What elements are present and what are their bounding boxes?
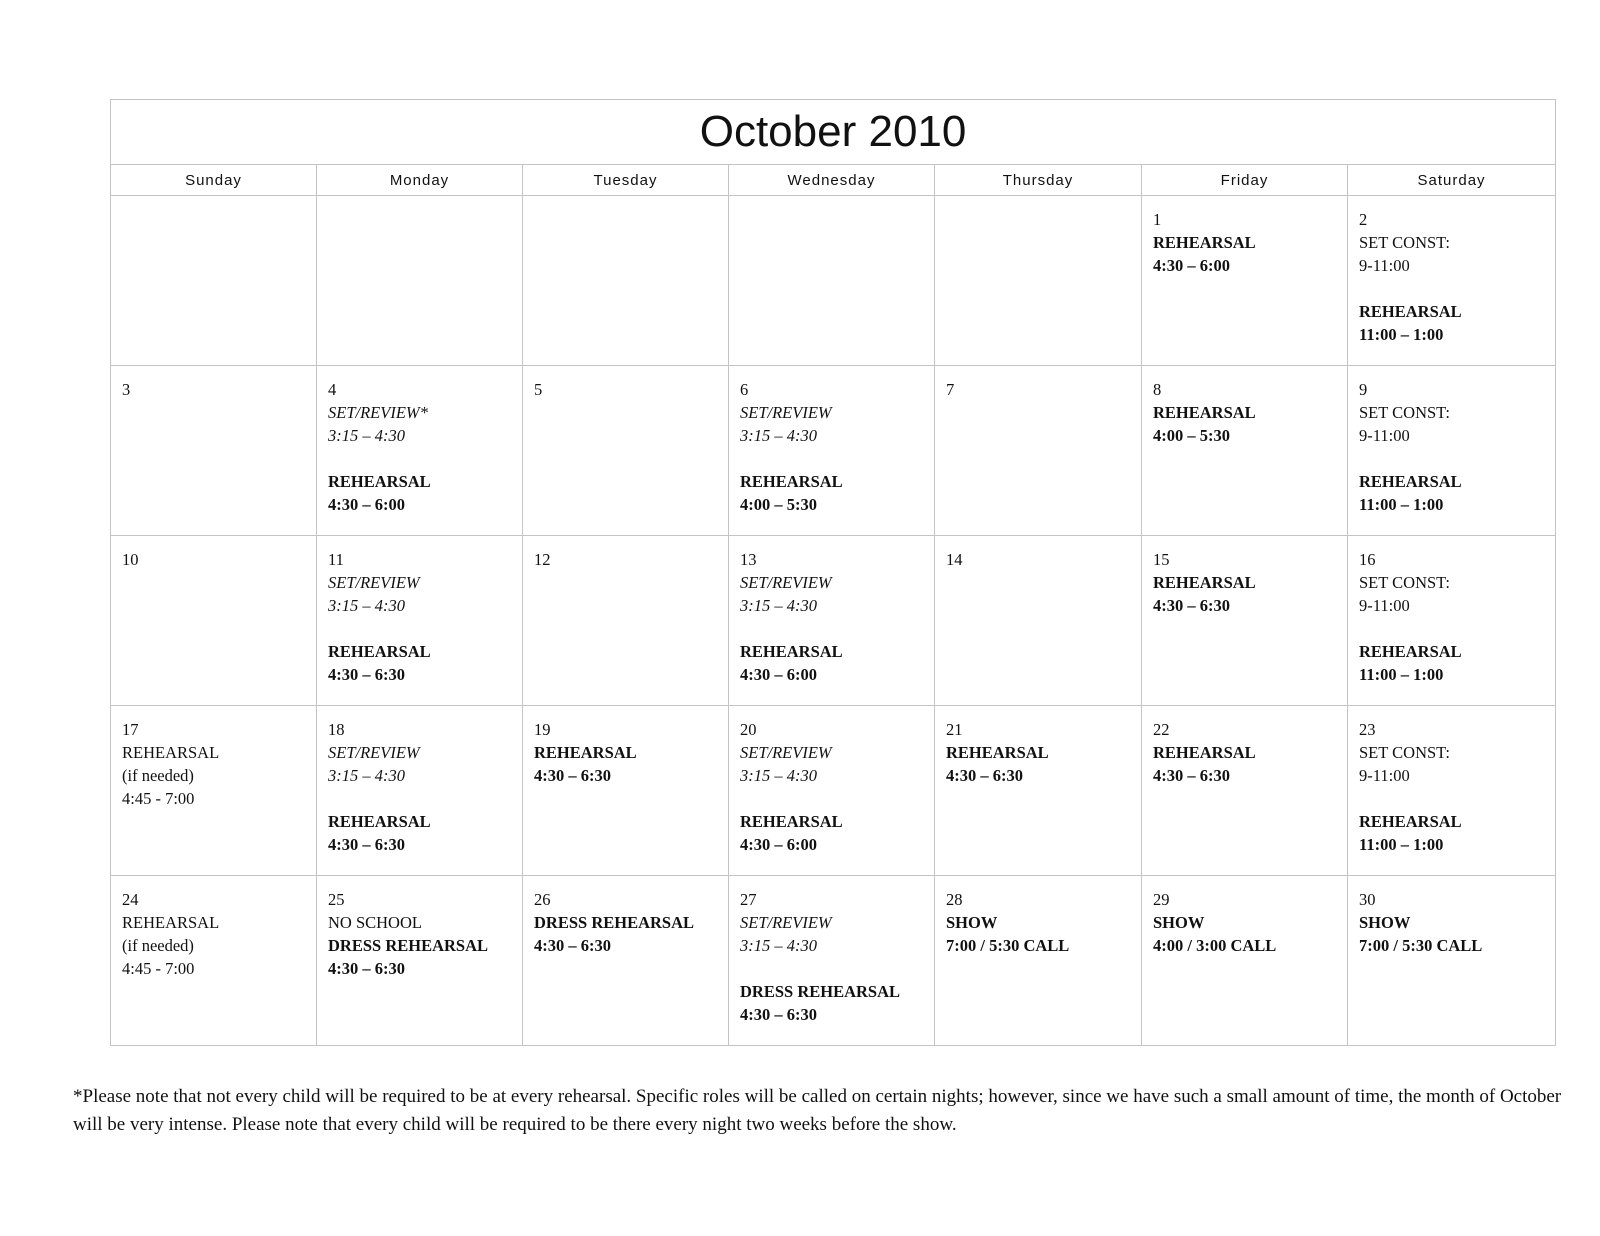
event-line: SHOW bbox=[1359, 913, 1411, 932]
event-line: REHEARSAL bbox=[122, 743, 220, 762]
spacer bbox=[740, 957, 924, 980]
weekday-header-friday: Friday bbox=[1142, 165, 1348, 196]
event-line: 9-11:00 bbox=[1359, 596, 1410, 615]
event-line: SET CONST: bbox=[1359, 403, 1451, 422]
day-cell bbox=[729, 366, 935, 536]
event-line: 4:30 – 6:30 bbox=[328, 835, 405, 854]
event-line: REHEARSAL bbox=[1153, 573, 1256, 592]
event-line: REHEARSAL bbox=[1153, 233, 1256, 252]
event-line: 4:30 – 6:30 bbox=[328, 959, 405, 978]
day-cell bbox=[317, 196, 523, 366]
event-line: REHEARSAL bbox=[534, 743, 637, 762]
event-line: 3:15 – 4:30 bbox=[328, 596, 405, 615]
day-cell bbox=[1142, 366, 1348, 536]
event-line: SET/REVIEW bbox=[740, 573, 832, 592]
calendar-body bbox=[111, 196, 1556, 1046]
day-cell bbox=[111, 536, 317, 706]
event-line: 3:15 – 4:30 bbox=[740, 936, 817, 955]
event-line: SET/REVIEW bbox=[328, 573, 420, 592]
day-number: 16 bbox=[1359, 550, 1376, 569]
day-number: 26 bbox=[534, 890, 551, 909]
event-line: NO SCHOOL bbox=[328, 913, 422, 932]
event-line: REHEARSAL bbox=[1153, 403, 1256, 422]
day-cell bbox=[1348, 196, 1556, 366]
day-number: 17 bbox=[122, 720, 139, 739]
spacer bbox=[1359, 617, 1545, 640]
weekday-header-wednesday: Wednesday bbox=[729, 165, 935, 196]
event-line: REHEARSAL bbox=[1359, 812, 1462, 831]
day-number: 15 bbox=[1153, 550, 1170, 569]
day-number: 7 bbox=[946, 380, 955, 399]
day-cell bbox=[935, 706, 1142, 876]
event-line: DRESS REHEARSAL bbox=[740, 982, 901, 1001]
event-line: REHEARSAL bbox=[328, 472, 431, 491]
day-number: 11 bbox=[328, 550, 344, 569]
day-cell bbox=[317, 706, 523, 876]
footnote: *Please note that not every child will be required to be at every rehearsal. Specific roles will be called on certain nights; however, since we have such a small amount of time, the month of October will be very intense. Please note that every child will be required to be there every night two weeks before the show. bbox=[73, 1086, 1562, 1135]
day-cell bbox=[1348, 366, 1556, 536]
day-number: 20 bbox=[740, 720, 757, 739]
event-line: REHEARSAL bbox=[740, 472, 843, 491]
calendar-title: October 2010 bbox=[111, 100, 1556, 165]
day-number: 9 bbox=[1359, 380, 1368, 399]
day-number: 30 bbox=[1359, 890, 1376, 909]
event-line: SET/REVIEW* bbox=[328, 403, 428, 422]
day-number: 14 bbox=[946, 550, 963, 569]
event-line: REHEARSAL bbox=[328, 642, 431, 661]
event-line: DRESS REHEARSAL bbox=[328, 936, 489, 955]
event-line: (if needed) bbox=[122, 936, 194, 955]
day-cell bbox=[111, 196, 317, 366]
event-line: 3:15 – 4:30 bbox=[328, 426, 405, 445]
event-line: 7:00 / 5:30 CALL bbox=[1359, 936, 1483, 955]
spacer bbox=[328, 447, 512, 470]
weekday-header-sunday: Sunday bbox=[111, 165, 317, 196]
event-line: SET/REVIEW bbox=[740, 403, 832, 422]
event-line: 4:30 – 6:30 bbox=[1153, 596, 1230, 615]
week-row bbox=[111, 876, 1556, 1046]
event-line: 4:00 – 5:30 bbox=[1153, 426, 1230, 445]
day-number: 24 bbox=[122, 890, 139, 909]
day-cell bbox=[935, 196, 1142, 366]
day-cell bbox=[523, 706, 729, 876]
event-line: REHEARSAL bbox=[1153, 743, 1256, 762]
event-line: REHEARSAL bbox=[740, 642, 843, 661]
day-cell bbox=[1348, 706, 1556, 876]
spacer bbox=[740, 617, 924, 640]
event-line: 7:00 / 5:30 CALL bbox=[946, 936, 1070, 955]
day-number: 13 bbox=[740, 550, 757, 569]
day-number: 25 bbox=[328, 890, 345, 909]
event-line: 11:00 – 1:00 bbox=[1359, 665, 1444, 684]
weekday-header-monday: Monday bbox=[317, 165, 523, 196]
day-number: 29 bbox=[1153, 890, 1170, 909]
event-line: 9-11:00 bbox=[1359, 766, 1410, 785]
day-cell bbox=[523, 196, 729, 366]
day-cell bbox=[111, 876, 317, 1046]
day-cell bbox=[111, 366, 317, 536]
day-number: 23 bbox=[1359, 720, 1376, 739]
event-line: 4:30 – 6:30 bbox=[328, 665, 405, 684]
day-cell bbox=[729, 536, 935, 706]
week-row bbox=[111, 706, 1556, 876]
event-line: SHOW bbox=[1153, 913, 1205, 932]
event-line: SHOW bbox=[946, 913, 998, 932]
day-cell bbox=[1348, 536, 1556, 706]
day-number: 6 bbox=[740, 380, 749, 399]
event-line: 3:15 – 4:30 bbox=[740, 426, 817, 445]
event-line: 4:30 – 6:30 bbox=[740, 1005, 817, 1024]
event-line: (if needed) bbox=[122, 766, 194, 785]
day-cell bbox=[1142, 876, 1348, 1046]
week-row bbox=[111, 536, 1556, 706]
event-line: SET/REVIEW bbox=[740, 743, 832, 762]
event-line: 4:00 – 5:30 bbox=[740, 495, 817, 514]
spacer bbox=[328, 617, 512, 640]
event-line: 11:00 – 1:00 bbox=[1359, 835, 1444, 854]
week-row bbox=[111, 366, 1556, 536]
day-cell bbox=[317, 536, 523, 706]
event-line: REHEARSAL bbox=[1359, 302, 1462, 321]
day-cell bbox=[523, 876, 729, 1046]
spacer bbox=[740, 447, 924, 470]
day-cell bbox=[1142, 706, 1348, 876]
event-line: 4:45 - 7:00 bbox=[122, 959, 195, 978]
day-number: 19 bbox=[534, 720, 551, 739]
day-cell bbox=[111, 706, 317, 876]
day-number: 27 bbox=[740, 890, 757, 909]
event-line: 9-11:00 bbox=[1359, 256, 1410, 275]
event-line: REHEARSAL bbox=[328, 812, 431, 831]
weekday-header-thursday: Thursday bbox=[935, 165, 1142, 196]
event-line: 11:00 – 1:00 bbox=[1359, 325, 1444, 344]
event-line: 3:15 – 4:30 bbox=[740, 596, 817, 615]
event-line: REHEARSAL bbox=[740, 812, 843, 831]
day-cell bbox=[523, 366, 729, 536]
day-number: 3 bbox=[122, 380, 131, 399]
event-line: SET CONST: bbox=[1359, 233, 1451, 252]
event-line: 3:15 – 4:30 bbox=[328, 766, 405, 785]
day-cell bbox=[1142, 536, 1348, 706]
event-line: 4:30 – 6:30 bbox=[534, 936, 611, 955]
day-number: 28 bbox=[946, 890, 963, 909]
calendar-table bbox=[110, 99, 1556, 1046]
event-line: SET CONST: bbox=[1359, 573, 1451, 592]
day-cell bbox=[1348, 876, 1556, 1046]
day-number: 12 bbox=[534, 550, 551, 569]
day-cell bbox=[317, 366, 523, 536]
day-cell bbox=[935, 366, 1142, 536]
day-number: 21 bbox=[946, 720, 963, 739]
day-number: 10 bbox=[122, 550, 139, 569]
day-cell bbox=[317, 876, 523, 1046]
week-row bbox=[111, 196, 1556, 366]
event-line: 3:15 – 4:30 bbox=[740, 766, 817, 785]
weekday-header-row bbox=[111, 165, 1556, 196]
event-line: SET/REVIEW bbox=[328, 743, 420, 762]
spacer bbox=[1359, 787, 1545, 810]
day-number: 4 bbox=[328, 380, 337, 399]
event-line: REHEARSAL bbox=[1359, 642, 1462, 661]
day-number: 8 bbox=[1153, 380, 1162, 399]
spacer bbox=[328, 787, 512, 810]
event-line: 4:45 - 7:00 bbox=[122, 789, 195, 808]
event-line: 4:30 – 6:00 bbox=[740, 835, 817, 854]
day-cell bbox=[729, 196, 935, 366]
event-line: REHEARSAL bbox=[1359, 472, 1462, 491]
event-line: 11:00 – 1:00 bbox=[1359, 495, 1444, 514]
event-line: 4:30 – 6:00 bbox=[1153, 256, 1230, 275]
day-cell bbox=[523, 536, 729, 706]
day-number: 2 bbox=[1359, 210, 1368, 229]
day-cell bbox=[935, 876, 1142, 1046]
event-line: SET/REVIEW bbox=[740, 913, 832, 932]
event-line: REHEARSAL bbox=[946, 743, 1049, 762]
event-line: 4:00 / 3:00 CALL bbox=[1153, 936, 1277, 955]
event-line: DRESS REHEARSAL bbox=[534, 913, 695, 932]
day-cell bbox=[729, 876, 935, 1046]
spacer bbox=[1359, 447, 1545, 470]
spacer bbox=[1359, 277, 1545, 300]
day-number: 5 bbox=[534, 380, 543, 399]
weekday-header-tuesday: Tuesday bbox=[523, 165, 729, 196]
day-cell bbox=[1142, 196, 1348, 366]
spacer bbox=[740, 787, 924, 810]
weekday-header-saturday: Saturday bbox=[1348, 165, 1556, 196]
event-line: 4:30 – 6:00 bbox=[328, 495, 405, 514]
day-number: 1 bbox=[1153, 210, 1162, 229]
event-line: REHEARSAL bbox=[122, 913, 220, 932]
event-line: 9-11:00 bbox=[1359, 426, 1410, 445]
day-number: 22 bbox=[1153, 720, 1170, 739]
day-number: 18 bbox=[328, 720, 345, 739]
event-line: 4:30 – 6:30 bbox=[534, 766, 611, 785]
day-cell bbox=[935, 536, 1142, 706]
event-line: 4:30 – 6:30 bbox=[1153, 766, 1230, 785]
day-cell bbox=[729, 706, 935, 876]
event-line: 4:30 – 6:00 bbox=[740, 665, 817, 684]
event-line: SET CONST: bbox=[1359, 743, 1451, 762]
event-line: 4:30 – 6:30 bbox=[946, 766, 1023, 785]
